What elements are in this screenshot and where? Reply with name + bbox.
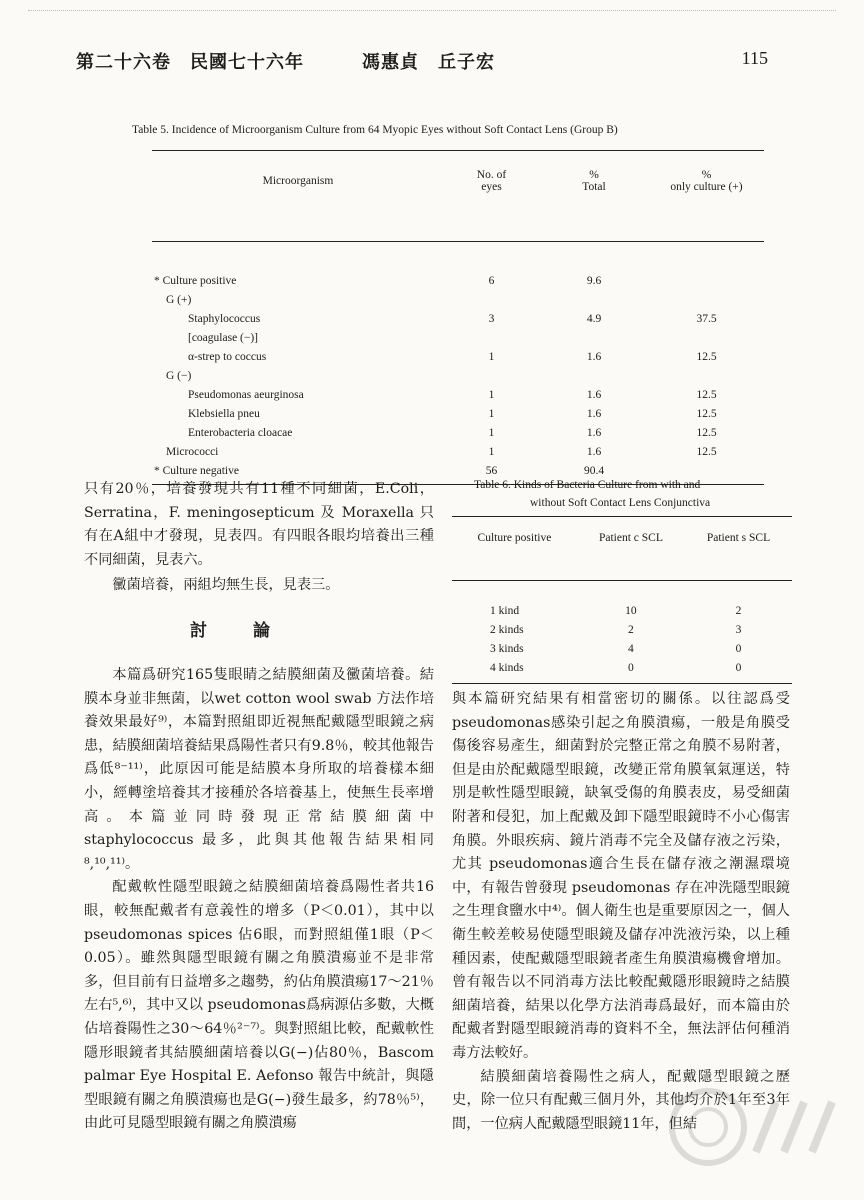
only-culture-percent-cell bbox=[649, 328, 764, 347]
total-percent-cell: 1.6 bbox=[586, 445, 602, 458]
microorganism-cell: α-strep to coccus bbox=[188, 350, 267, 363]
microorganism-cell: Staphylococcus bbox=[188, 312, 261, 325]
scan-artifact-line bbox=[28, 10, 836, 12]
header-line: % bbox=[589, 169, 599, 181]
total-percent-cell: 1.6 bbox=[586, 426, 602, 439]
microorganism-cell: G (+) bbox=[166, 293, 192, 306]
table-row bbox=[452, 601, 792, 620]
eyes-cell: 1 bbox=[488, 426, 495, 439]
without-scl-cell: 0 bbox=[735, 642, 742, 655]
total-percent-cell: 4.9 bbox=[586, 312, 602, 325]
eyes-cell bbox=[444, 328, 539, 347]
only-culture-percent-cell bbox=[649, 271, 764, 290]
table6-header-without: Patient s SCL bbox=[706, 532, 771, 544]
body-paragraph: 只有20％，培養發現共有11種不同細菌，E.Coli，Serratina，F. meningosepticum 及 Moraxella 只有在A組中才發現，見表四。有四眼各眼均培養出三種不同細菌，見表六。 bbox=[84, 481, 434, 568]
eyes-cell bbox=[444, 366, 539, 385]
total-percent-cell: 1.6 bbox=[586, 388, 602, 401]
table-row bbox=[452, 620, 792, 639]
body-paragraph: 本篇爲研究165隻眼睛之結膜細菌及黴菌培養。結膜本身並非無菌，以wet cotton wool swab 方法作培養效果最好⁹⁾，本篇對照組即近視無配戴隱型眼鏡之病患，結膜細菌培養結果爲陽性者只有9.8％，較其他報告爲低⁸⁻¹¹⁾，此原因可能是結膜本身所取的培養樣本細小，經轉塗培養其才接種於各培養基上，使無生長率增高。本篇並同時發現正常結膜細菌中 staphylococcus 最多，此與其他報告結果相同⁸,¹⁰,¹¹⁾。 bbox=[84, 667, 449, 872]
section-heading-discussion: 討論 bbox=[190, 621, 316, 641]
header-line: % bbox=[701, 169, 712, 181]
table6 bbox=[452, 516, 792, 684]
total-percent-cell bbox=[539, 290, 649, 309]
header-line: Total bbox=[582, 181, 606, 193]
table-row bbox=[152, 328, 764, 347]
with-scl-cell: 2 bbox=[628, 623, 634, 636]
microorganism-cell: * Culture negative bbox=[154, 464, 239, 477]
table5-header-total bbox=[539, 151, 649, 211]
microorganism-cell: * Culture positive bbox=[154, 274, 237, 287]
table6-bottom-rule bbox=[452, 683, 792, 684]
table-row bbox=[152, 423, 764, 442]
with-scl-cell: 10 bbox=[625, 604, 637, 617]
header-line: only culture (+) bbox=[670, 181, 743, 193]
only-culture-percent-cell: 12.5 bbox=[696, 426, 717, 439]
table6-caption bbox=[474, 476, 804, 512]
table5 bbox=[152, 150, 764, 485]
only-culture-percent-cell: 12.5 bbox=[696, 445, 717, 458]
eyes-cell: 6 bbox=[488, 274, 495, 287]
table-row bbox=[152, 404, 764, 423]
total-percent-cell: 9.6 bbox=[586, 274, 602, 287]
body-paragraph: 結膜細菌培養陽性之病人，配戴隱型眼鏡之歷史，除一位只有配戴三個月外，其他均介於1年至3年間，一位病人配戴隱型眼鏡11年，但結 bbox=[452, 1068, 790, 1132]
only-culture-percent-cell: 37.5 bbox=[696, 312, 717, 325]
caption-line: Table 6. Kinds of Bacteria Culture from with and bbox=[474, 479, 701, 491]
only-culture-percent-cell bbox=[649, 366, 764, 385]
caption-line: without Soft Contact Lens Conjunctiva bbox=[530, 497, 711, 509]
table5-caption: Table 5. Incidence of Microorganism Culture from 64 Myopic Eyes without Soft Contact Lens (Group B) bbox=[132, 124, 618, 136]
kind-cell: 1 kind bbox=[490, 604, 520, 617]
authors: 馮惠貞 丘子宏 bbox=[362, 52, 495, 73]
table6-header-culture: Culture positive bbox=[477, 532, 552, 544]
table-row bbox=[452, 639, 792, 658]
header-line: eyes bbox=[481, 181, 502, 193]
header-text: Microorganism bbox=[262, 175, 334, 187]
table-row bbox=[152, 347, 764, 366]
journal-volume: 第二十六卷 民國七十六年 bbox=[76, 52, 304, 73]
table6-body bbox=[452, 601, 792, 677]
eyes-cell: 1 bbox=[488, 407, 495, 420]
table-row bbox=[152, 271, 764, 290]
body-paragraph: 與本篇研究結果有相當密切的關係。以往認爲受pseudomonas感染引起之角膜潰瘍，一般是角膜受傷後容易產生，細菌對於完整正常之角膜不易附著，但是由於配戴隱型眼鏡，改變正常角膜氧氣運送，特別是軟性隱型眼鏡，缺氧受傷的角膜表皮，易受細菌附著和侵犯，加上配戴及卸下隱型眼鏡時不小心傷害角膜。外眼疾病、鏡片消毒不完全及儲存液之污染，尤其 pseudomonas適合生長在儲存液之潮濕環境中，有報告曾發現 pseudomonas 存在冲洗隱型眼鏡之生理食鹽水中⁴⁾。個人衛生也是重要原因之一，個人衛生較差較易使隱型眼鏡及儲存冲洗液污染，以上種種因素，使配戴隱型眼鏡者產生角膜潰瘍機會增加。曾有報告以不同消毒方法比較配戴隱形眼鏡時之結膜細菌培養，結果以化學方法消毒爲最好，而本篇由於配戴者對隱型眼鏡消毒的資料不全，無法評估何種消毒方法較好。 bbox=[452, 691, 790, 1061]
table-row bbox=[152, 290, 764, 309]
eyes-cell: 3 bbox=[488, 312, 495, 325]
eyes-cell bbox=[444, 290, 539, 309]
without-scl-cell: 3 bbox=[735, 623, 742, 636]
kind-cell: 2 kinds bbox=[490, 623, 524, 636]
right-column bbox=[452, 688, 790, 1136]
only-culture-percent-cell: 12.5 bbox=[696, 388, 717, 401]
table-row bbox=[152, 385, 764, 404]
microorganism-cell: Klebsiella pneu bbox=[188, 407, 260, 420]
eyes-cell: 56 bbox=[485, 464, 498, 477]
only-culture-percent-cell: 12.5 bbox=[696, 350, 717, 363]
table5-body bbox=[152, 271, 764, 480]
watermark-logo bbox=[666, 1082, 836, 1172]
page-number: 115 bbox=[741, 48, 768, 68]
eyes-cell: 1 bbox=[488, 388, 495, 401]
table-row bbox=[152, 442, 764, 461]
with-scl-cell: 0 bbox=[628, 661, 634, 674]
total-percent-cell: 1.6 bbox=[586, 407, 602, 420]
microorganism-cell: Pseudomonas aeurginosa bbox=[188, 388, 304, 401]
left-column-discussion bbox=[84, 664, 449, 1136]
page-header bbox=[76, 48, 768, 76]
table-row bbox=[452, 658, 792, 677]
without-scl-cell: 0 bbox=[735, 661, 742, 674]
only-culture-percent-cell bbox=[649, 290, 764, 309]
total-percent-cell: 90.4 bbox=[583, 464, 605, 477]
total-percent-cell bbox=[539, 366, 649, 385]
table-row bbox=[152, 366, 764, 385]
table6-header-with: Patient c SCL bbox=[598, 532, 663, 544]
table-row bbox=[152, 309, 764, 328]
body-paragraph: 黴菌培養，兩組均無生長，見表三。 bbox=[112, 577, 340, 594]
with-scl-cell: 4 bbox=[628, 642, 634, 655]
left-column bbox=[84, 478, 434, 598]
table5-header-microorganism bbox=[152, 151, 444, 211]
table5-header-eyes bbox=[444, 151, 539, 211]
eyes-cell: 1 bbox=[488, 445, 495, 458]
without-scl-cell: 2 bbox=[735, 604, 742, 617]
total-percent-cell bbox=[539, 328, 649, 347]
table5-header-only bbox=[649, 151, 764, 211]
total-percent-cell: 1.6 bbox=[586, 350, 602, 363]
microorganism-cell: G (−) bbox=[166, 369, 192, 382]
microorganism-cell: Micrococci bbox=[166, 445, 219, 458]
microorganism-cell: Enterobacteria cloacae bbox=[188, 426, 293, 439]
kind-cell: 3 kinds bbox=[490, 642, 524, 655]
kind-cell: 4 kinds bbox=[490, 661, 524, 674]
header-line: No. of bbox=[476, 169, 507, 181]
only-culture-percent-cell: 12.5 bbox=[696, 407, 717, 420]
body-paragraph: 配戴軟性隱型眼鏡之結膜細菌培養爲陽性者共16眼，較無配戴者有意義性的增多（P＜0.01），其中以 pseudomonas spices 佔6眼，而對照組僅1眼（P＜0.05）。雖然與隱型眼鏡有關之角膜潰瘍並不是非常多，但目前有日益增多之趨勢，約佔角膜潰瘍17～21％左右⁵,⁶⁾，其中又以 pseudomonas爲病源佔多數，大概佔培養陽性之30～64％²⁻⁷⁾。與對照組比較，配戴軟性隱形眼鏡者其結膜細菌培養以G(−)佔80％，Bascom palmar Eye Hospital E. Aefonso 報告中統計，與隱型眼鏡有關之角膜潰瘍也是G(−)發生最多，約78％⁵⁾，由此可見隱型眼鏡有關之角膜潰瘍 bbox=[84, 879, 434, 1132]
microorganism-cell: [coagulase (−)] bbox=[188, 331, 259, 344]
eyes-cell: 1 bbox=[488, 350, 495, 363]
